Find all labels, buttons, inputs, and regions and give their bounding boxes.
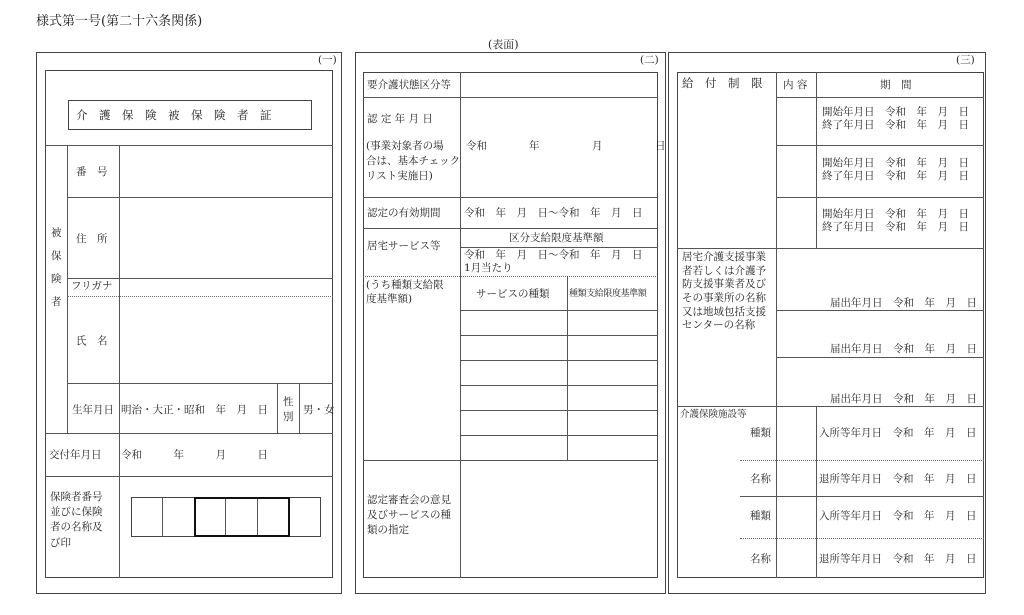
review-opinion-label: 認定審査会の意見 及びサービスの種 類の指定 [367,494,451,537]
type-limit-note: (うち種類支給限 度基準額) [366,279,444,305]
content-header: 内 容 [783,79,808,91]
name-label: 氏 名 [76,335,108,347]
form-title: 様式第一号(第二十六条関係) [36,14,203,29]
card-title: 介 護 保 険 被 保 険 者 証 [76,108,272,122]
facility-name-1: 名称 [750,473,771,485]
section-two-label: (二) [640,54,659,66]
birth-value: 明治・大正・昭和 年 月 日 [121,404,268,416]
cert-date-value: 令和 年 月 日 [466,140,666,152]
limit-header: 区分支給限度基準額 [509,232,604,244]
notify-date-2: 届出年月日 令和 年 月 日 [830,343,977,355]
limit-value: 令和 年 月 日〜令和 年 月 日 1月当たり [464,249,643,274]
exit-date-2: 退所等年月日 令和 年 月 日 [819,553,977,565]
facility-kind-1: 種類 [750,427,771,439]
issue-date-value: 令和 年 月 日 [121,449,268,461]
birth-label: 生年月日 [72,404,114,416]
side-label: (表面) [488,38,519,51]
facility-name-2: 名称 [750,553,771,565]
home-service-label: 居宅サービス等 [367,240,441,252]
insured-label: 被 保 険 者 [51,227,62,309]
sex-label: 性 別 [283,396,294,424]
valid-period-value: 令和 年 月 日〜令和 年 月 日 [464,207,643,219]
valid-period-label: 認定の有効期間 [367,207,441,219]
period-value-3: 開始年月日 令和 年 月 日 終了年月日 令和 年 月 日 [822,208,969,234]
furigana-label: フリガナ [71,280,113,292]
number-label: 番 号 [76,166,108,178]
cert-date-label: 認 定 年 月 日 [367,113,433,125]
period-value-1: 開始年月日 令和 年 月 日 終了年月日 令和 年 月 日 [822,106,969,132]
insurer-number-highlight [194,497,290,537]
support-provider-label: 居宅介護支援事業 者若しくは介護予 防支援事業者及び その事業所の名称 又は地域包括支援 センターの名称 [682,251,766,332]
exit-date-1: 退所等年月日 令和 年 月 日 [819,473,977,485]
care-level-label: 要介護状態区分等 [367,79,451,91]
section-one-label: (一) [318,54,337,66]
sex-value: 男・女 [303,404,335,416]
cert-date-note: (事業対象者の場 合は、基本チェック リスト実施日) [366,140,461,183]
facility-label: 介護保険施設等 [680,409,747,420]
entry-date-2: 入所等年月日 令和 年 月 日 [819,510,977,522]
address-label: 住 所 [76,233,108,245]
facility-kind-2: 種類 [750,510,771,522]
entry-date-1: 入所等年月日 令和 年 月 日 [819,427,977,439]
period-header: 期 間 [880,79,912,91]
section-three-label: (三) [956,54,975,66]
period-value-2: 開始年月日 令和 年 月 日 終了年月日 令和 年 月 日 [822,157,969,183]
insurer-label: 保険者番号 並びに保険 者の名称及 び印 [50,491,103,549]
issue-date-label: 交付年月日 [49,449,102,461]
col-service-type: サービスの種類 [476,288,550,300]
restriction-label: 給 付 制 限 [682,76,763,90]
notify-date-3: 届出年月日 令和 年 月 日 [830,393,977,405]
col-type-limit: 種類支給限度基準額 [569,289,647,299]
notify-date-1: 届出年月日 令和 年 月 日 [830,297,977,309]
